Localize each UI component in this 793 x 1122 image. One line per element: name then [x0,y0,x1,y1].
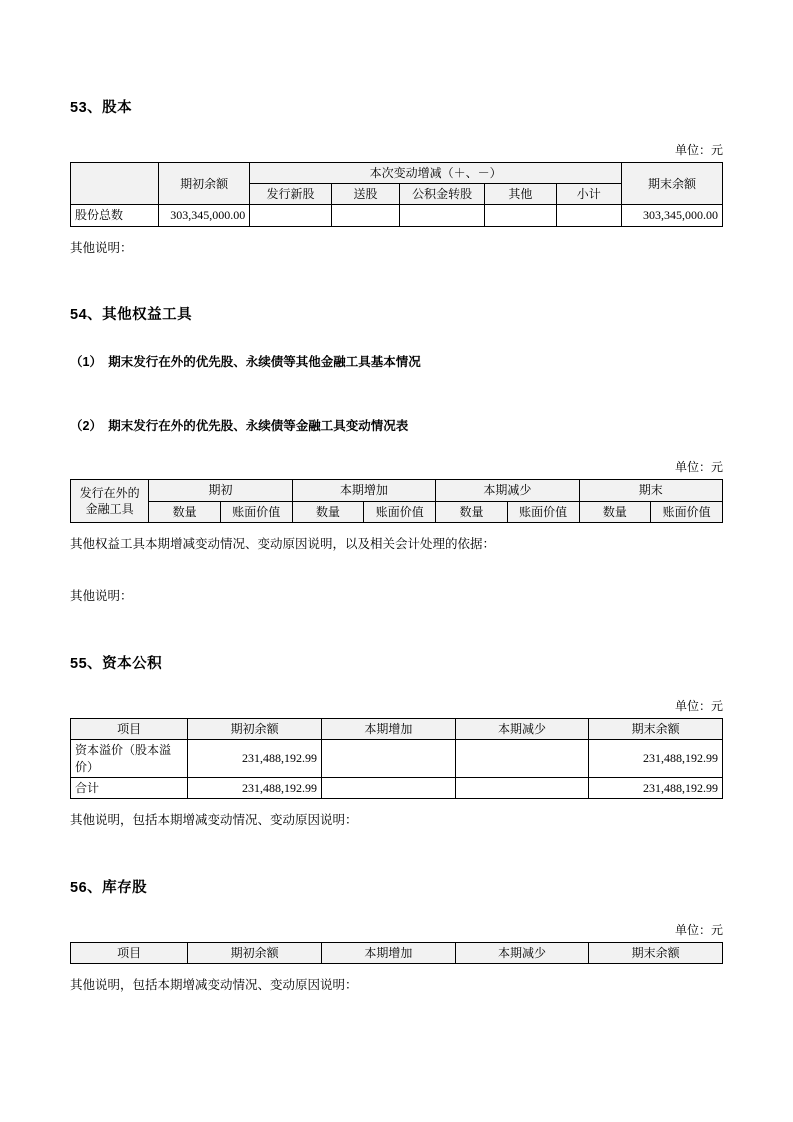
header-cell-opening-qty: 数量 [149,501,221,522]
header-cell-increase-value: 账面价值 [364,501,436,522]
header-cell-decrease-value: 账面价值 [507,501,579,522]
header-cell-closing-value: 账面价值 [651,501,723,522]
table-other-equity-instruments [70,479,723,522]
cell-other [484,205,556,226]
table-row [71,740,723,777]
header-cell-closing: 期末余额 [589,719,723,740]
header-cell-decrease: 本期减少 [455,719,589,740]
table-row [71,205,723,226]
cell-decrease [455,777,589,798]
header-cell-increase-group: 本期增加 [292,480,435,501]
header-cell-opening: 期初余额 [188,942,322,963]
cell-closing-balance: 231,488,192.99 [589,740,723,777]
note-other-equity-other: 其他说明： [70,589,133,604]
header-cell-opening-value: 账面价值 [220,501,292,522]
header-cell-item: 项目 [71,942,188,963]
note-other-equity-change: 其他权益工具本期增减变动情况、变动原因说明，以及相关会计处理的依据： [70,536,496,551]
unit-label-share-capital: 单位：元 [674,143,723,157]
cell-increase [322,777,456,798]
header-cell-new-shares: 发行新股 [250,184,332,205]
cell-opening-balance: 303,345,000.00 [159,205,250,226]
cell-row-label: 股份总数 [71,205,159,226]
header-cell-bonus-shares: 送股 [331,184,399,205]
header-cell-increase: 本期增加 [322,942,456,963]
header-cell-decrease-qty: 数量 [436,501,508,522]
cell-opening-balance: 231,488,192.99 [188,740,322,777]
cell-opening-balance: 231,488,192.99 [188,777,322,798]
table-header-row-2 [71,501,723,522]
table-share-capital [70,162,723,227]
note-capital-reserve: 其他说明，包括本期增减变动情况、变动原因说明： [70,812,358,827]
subsection-heading-other-equity-1: （1） 期末发行在外的优先股、永续债等其他金融工具基本情况 [70,355,421,370]
table-header-row [71,719,723,740]
table-header-row [71,942,723,963]
cell-decrease [455,740,589,777]
cell-closing-balance: 231,488,192.99 [589,777,723,798]
cell-reserve-conversion [400,205,485,226]
header-cell-opening-group: 期初 [149,480,292,501]
header-cell-subtotal: 小计 [556,184,621,205]
header-cell-other: 其他 [484,184,556,205]
table-row [71,777,723,798]
header-cell-instrument: 发行在外的金融工具 [71,480,149,522]
table-capital-reserve [70,718,723,799]
header-cell-increase: 本期增加 [322,719,456,740]
section-heading-share-capital: 53、股本 [70,100,133,116]
section-heading-treasury-stock: 56、库存股 [70,879,148,896]
cell-closing-balance: 303,345,000.00 [621,205,722,226]
table-treasury-stock [70,942,723,964]
cell-increase [322,740,456,777]
header-cell-opening: 期初余额 [159,163,250,205]
cell-new-shares [250,205,332,226]
header-cell-blank [71,163,159,205]
table-header-row [71,163,723,184]
header-cell-closing: 期末余额 [621,163,722,205]
cell-item: 合计 [71,777,188,798]
note-share-capital: 其他说明： [70,240,133,255]
header-cell-closing-qty: 数量 [579,501,651,522]
header-cell-closing: 期末余额 [589,942,723,963]
header-cell-decrease-group: 本期减少 [436,480,579,501]
unit-label-other-equity: 单位：元 [674,460,723,475]
header-cell-decrease: 本期减少 [455,942,589,963]
cell-item: 资本溢价（股本溢价） [71,740,188,777]
unit-label-treasury-stock: 单位：元 [674,922,723,937]
header-cell-change-group: 本次变动增减（＋、－） [250,163,622,184]
note-treasury-stock: 其他说明，包括本期增减变动情况、变动原因说明： [70,977,358,992]
header-cell-closing-group: 期末 [579,480,722,501]
table-header-row [71,480,723,501]
header-cell-reserve-conversion: 公积金转股 [400,184,485,205]
subsection-heading-other-equity-2: （2） 期末发行在外的优先股、永续债等金融工具变动情况表 [70,419,409,434]
cell-bonus-shares [331,205,399,226]
cell-subtotal [556,205,621,226]
header-cell-item: 项目 [71,719,188,740]
header-cell-opening: 期初余额 [188,719,322,740]
header-cell-increase-qty: 数量 [292,501,364,522]
section-heading-other-equity: 54、其他权益工具 [70,307,193,324]
unit-label-capital-reserve: 单位：元 [674,699,723,714]
section-heading-capital-reserve: 55、资本公积 [70,656,163,673]
